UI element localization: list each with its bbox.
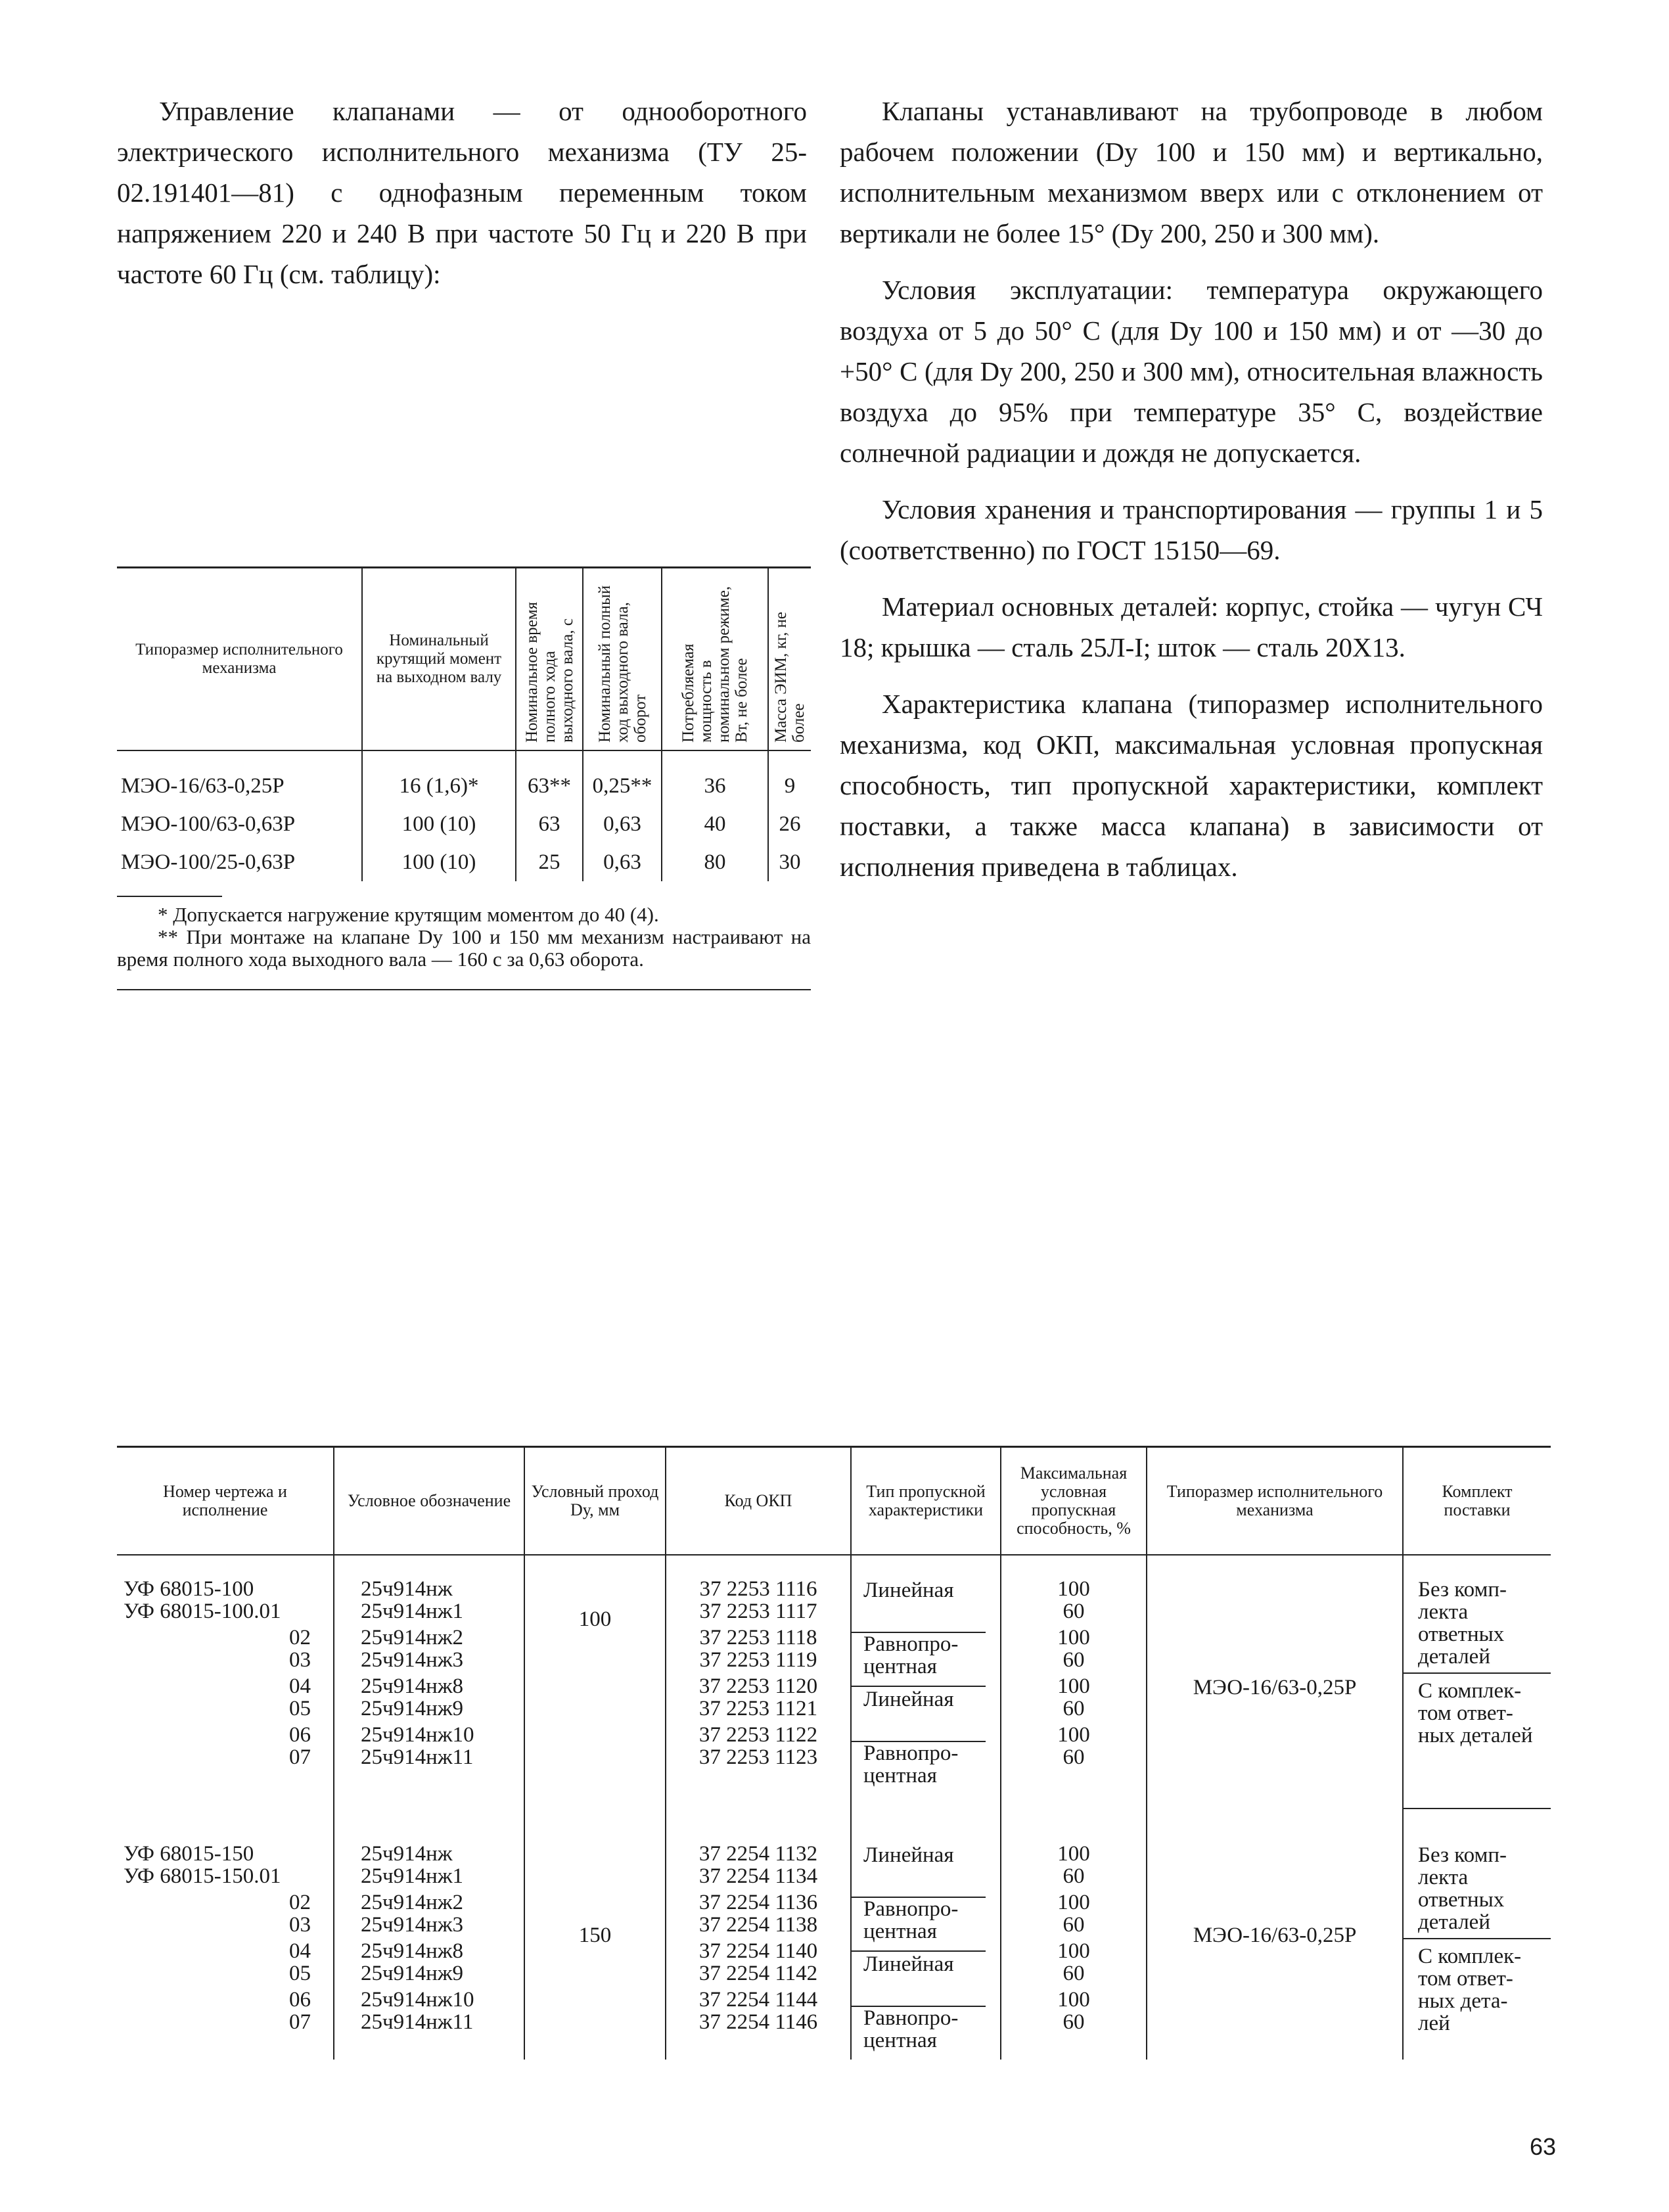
designation: 25ч914нж2 [361, 1891, 464, 1914]
designation: 25ч914нж3 [361, 1913, 464, 1937]
valve-header-capacity: Максимальная условная пропускная способность, % [1001, 1447, 1147, 1555]
capacity-value: 100 [1057, 1891, 1090, 1914]
separator-cell [666, 1795, 851, 1809]
capacity-value: 100 [1057, 1939, 1090, 1963]
okp-code: 37 2254 1146 [698, 2010, 818, 2034]
drawing-number: 05 [289, 1962, 311, 1985]
motor-cell: 0,63 [583, 843, 662, 881]
delivery-kit-line: деталей [1418, 1645, 1490, 1669]
nominal-diameter: 150 [578, 1924, 612, 1947]
motor-header-torque: Номинальный крутящий момент на выходном валу [362, 568, 516, 751]
characteristics-paragraph: Характеристика клапана (типоразмер исполнительного механизма, код ОКП, максимальная условная пропускная способность, тип пропускной характеристики, комплект поставки, а также масса клапана) в зависимости от исполнения приведена в таблицах. [840, 689, 1543, 882]
motor-row [117, 750, 811, 805]
separator-cell [117, 1795, 334, 1809]
delivery-kit-line: лекта [1418, 1600, 1469, 1624]
designation: 25ч914нж10 [361, 1723, 474, 1747]
valve-header-number: Номер чертежа и исполнение [117, 1447, 334, 1555]
motor-header-power: Потребляемая мощность в номинальном режиме, Вт, не более [662, 568, 768, 751]
delivery-kit-line: том ответ- [1418, 1701, 1513, 1725]
capacity-value: 60 [1063, 1648, 1085, 1672]
okp-code: 37 2253 1117 [699, 1600, 817, 1623]
motor-cell: МЭО-16/63-0,25Р [121, 774, 285, 798]
footnote-rule [117, 896, 222, 897]
drawing-number: 03 [289, 1648, 311, 1672]
valve-mechanism-cell [1147, 1809, 1403, 2060]
materials-paragraph: Материал основных деталей: корпус, стойка — чугун СЧ 18; крышка — сталь 25Л-I; шток — сталь 20Х13. [840, 591, 1543, 662]
okp-code: 37 2254 1138 [698, 1913, 818, 1937]
valve-header-designation: Условное обозначение [334, 1447, 524, 1555]
flow-characteristic [852, 2006, 986, 2060]
page-number: 63 [1530, 2133, 1557, 2160]
designation: 25ч914нж8 [361, 1674, 464, 1698]
motor-header-time: Номинальное время полного хода выходного вала, с [516, 568, 583, 751]
motor-cell: 30 [768, 843, 811, 881]
designation: 25ч914нж3 [361, 1648, 464, 1672]
valve-kit-cell [1403, 1555, 1551, 1795]
okp-code: 37 2254 1134 [698, 1864, 818, 1888]
capacity-value: 60 [1063, 1913, 1085, 1937]
delivery-kit-line: лей [1418, 2012, 1450, 2035]
motor-cell: 0,63 [583, 805, 662, 843]
drawing-number: 06 [289, 1988, 311, 2012]
motor-cell: 100 (10) [362, 805, 516, 843]
flow-characteristic-line: Линейная [863, 1843, 954, 1867]
footnote-2: ** При монтаже на клапане Dу 100 и 150 мм механизм настраивают на время полного хода выходного вала — 160 с за 0,63 оборота. [117, 925, 811, 971]
flow-characteristic-line: центная [863, 1920, 937, 1943]
valve-mechanism-cell [1147, 1555, 1403, 1795]
okp-code: 37 2253 1120 [698, 1674, 818, 1698]
okp-code: 37 2254 1132 [698, 1842, 818, 1866]
capacity-value: 100 [1057, 1842, 1090, 1866]
delivery-kit-line: ных деталей [1418, 1724, 1533, 1747]
flow-characteristic-line: Линейная [863, 1688, 954, 1711]
mechanism-type: МЭО-16/63-0,25Р [1193, 1924, 1357, 1947]
valve-okp-cell [666, 1555, 851, 1795]
motor-cell: 16 (1,6)* [362, 750, 516, 805]
footnote-1: * Допускается нагружение крутящим моментом до 40 (4). [158, 903, 659, 926]
valve-number-cell [117, 1555, 334, 1795]
motor-row [117, 805, 811, 843]
motor-cell: 26 [768, 805, 811, 843]
delivery-kit-line: Без комп- [1418, 1843, 1507, 1867]
designation: 25ч914нж8 [361, 1939, 464, 1963]
okp-code: 37 2254 1140 [698, 1939, 818, 1963]
operating-conditions-paragraph: Условия эксплуатации: температура окружающего воздуха от 5 до 50° С (для Dу 100 и 150 мм) и от —30 до +50° С (для Dу 200, 250 и 300 мм), относительная влажность воздуха до 95% при температуре 35° С, воздействие солнечной радиации и дождя не допускается. [840, 275, 1543, 468]
capacity-value: 100 [1057, 1988, 1090, 2012]
capacity-value: 100 [1057, 1577, 1090, 1601]
separator-cell [524, 1795, 666, 1809]
valve-type-cell [851, 1555, 1001, 1795]
valve-header-mechanism: Типоразмер исполнительного механизма [1147, 1447, 1403, 1555]
motor-row [117, 843, 811, 881]
valve-type-cell [851, 1809, 1001, 2060]
motor-cell: 63 [516, 805, 583, 843]
flow-characteristic [852, 1578, 1000, 1632]
valve-capacity-cell [1001, 1555, 1147, 1795]
okp-code: 37 2253 1116 [699, 1577, 817, 1601]
valve-group-row [117, 1555, 1551, 1795]
motor-cell: МЭО-100/63-0,63Р [121, 812, 296, 836]
separator-cell [1403, 1795, 1551, 1809]
drawing-number: 04 [289, 1674, 311, 1698]
motor-header-stroke: Номинальный полный ход выходного вала, оборот [583, 568, 662, 751]
valve-designation-cell [334, 1809, 524, 2060]
valve-table-block [117, 1446, 1551, 2060]
delivery-kit-line: С комплек- [1418, 1679, 1522, 1703]
drawing-number: 05 [289, 1697, 311, 1720]
valve-dn-cell [524, 1809, 666, 2060]
capacity-value: 60 [1063, 1962, 1085, 1985]
mechanism-type: МЭО-16/63-0,25Р [1193, 1676, 1357, 1699]
valve-group-row [117, 1809, 1551, 2060]
drawing-number: 03 [289, 1913, 311, 1937]
okp-code: 37 2254 1144 [698, 1988, 818, 2012]
drawing-number: УФ 68015-150 [124, 1842, 254, 1866]
delivery-kit [1404, 1672, 1551, 1746]
capacity-value: 60 [1063, 1864, 1085, 1888]
flow-characteristic-line: Равнопро- [863, 1897, 959, 1921]
motor-header-type: Типоразмер исполнительного механизма [117, 568, 362, 751]
motor-cell: 0,25** [583, 750, 662, 805]
flow-characteristic [852, 1741, 986, 1795]
motor-header-mass: Масса ЭИМ, кг, не более [768, 568, 811, 751]
flow-characteristic [852, 1897, 986, 1950]
table-end-rule [117, 989, 811, 990]
flow-characteristic-line: Линейная [863, 1952, 954, 1976]
motor-table-header [117, 568, 811, 751]
motor-cell: 63** [516, 750, 583, 805]
valve-table-header [117, 1447, 1551, 1555]
flow-characteristic-line: Линейная [863, 1578, 954, 1602]
capacity-value: 60 [1063, 2010, 1085, 2034]
capacity-value: 60 [1063, 1745, 1085, 1769]
designation: 25ч914нж [361, 1842, 453, 1866]
flow-characteristic [852, 1632, 986, 1686]
left-column [117, 91, 807, 310]
okp-code: 37 2253 1122 [698, 1723, 818, 1747]
separator-cell [1001, 1795, 1147, 1809]
designation: 25ч914нж [361, 1577, 453, 1601]
flow-characteristic [852, 1950, 986, 2006]
capacity-value: 100 [1057, 1626, 1090, 1649]
drawing-number: 07 [289, 2010, 311, 2034]
separator-cell [851, 1795, 1001, 1809]
flow-characteristic-line: центная [863, 2029, 937, 2052]
delivery-kit-line: ных дета- [1418, 1989, 1508, 2013]
installation-paragraph: Клапаны устанавливают на трубопроводе в любом рабочем положении (Dу 100 и 150 мм) и вертикально, исполнительным механизмом вверх или с отклонением от вертикали не более 15° (Dу 200, 250 и 300 мм). [840, 96, 1543, 248]
capacity-value: 100 [1057, 1674, 1090, 1698]
right-column [840, 91, 1543, 903]
motor-cell: 36 [662, 750, 768, 805]
delivery-kit-line: С комплек- [1418, 1945, 1522, 1968]
capacity-value: 60 [1063, 1600, 1085, 1623]
capacity-value: 60 [1063, 1697, 1085, 1720]
drawing-number: 02 [289, 1626, 311, 1649]
valve-table [117, 1446, 1551, 2060]
valve-header-type: Тип пропускной характеристики [851, 1447, 1001, 1555]
okp-code: 37 2254 1142 [698, 1962, 818, 1985]
valve-header-kit: Комплект поставки [1403, 1447, 1551, 1555]
valve-designation-cell [334, 1555, 524, 1795]
drawing-number: 02 [289, 1891, 311, 1914]
valve-dn-cell [524, 1555, 666, 1795]
motor-cell: 100 (10) [362, 843, 516, 881]
flow-characteristic-line: центная [863, 1655, 937, 1678]
motor-cell: 40 [662, 805, 768, 843]
delivery-kit-line: том ответ- [1418, 1967, 1513, 1991]
designation: 25ч914нж11 [361, 1745, 474, 1769]
storage-conditions-paragraph: Условия хранения и транспортирования — группы 1 и 5 (соответственно) по ГОСТ 15150—69. [840, 494, 1543, 565]
okp-code: 37 2253 1119 [699, 1648, 817, 1672]
designation: 25ч914нж2 [361, 1626, 464, 1649]
okp-code: 37 2254 1136 [698, 1891, 818, 1914]
drawing-number: УФ 68015-150.01 [124, 1864, 281, 1888]
delivery-kit-line: лекта [1418, 1866, 1469, 1889]
drawing-number: 06 [289, 1723, 311, 1747]
valve-okp-cell [666, 1809, 851, 2060]
group-separator [117, 1795, 1551, 1809]
motor-table [117, 566, 811, 881]
control-paragraph: Управление клапанами — от однооборотного электрического исполнительного механизма (ТУ 25-02.191401—81) с однофазным переменным током напряжением 220 и 240 В при частоте 50 Гц и 220 В при частоте 60 Гц (см. таблицу): [117, 96, 807, 289]
okp-code: 37 2253 1123 [698, 1745, 818, 1769]
flow-characteristic-line: Равнопро- [863, 2006, 959, 2030]
flow-characteristic [852, 1686, 986, 1741]
flow-characteristic [852, 1843, 1000, 1897]
okp-code: 37 2253 1121 [698, 1697, 818, 1720]
motor-cell: 80 [662, 843, 768, 881]
separator-cell [334, 1795, 524, 1809]
valve-kit-cell [1403, 1809, 1551, 2060]
nominal-diameter: 100 [578, 1607, 612, 1631]
flow-characteristic-line: Равнопро- [863, 1741, 959, 1765]
separator-cell [1147, 1795, 1403, 1809]
drawing-number: 04 [289, 1939, 311, 1963]
delivery-kit [1404, 1843, 1551, 1933]
okp-code: 37 2253 1118 [699, 1626, 817, 1649]
designation: 25ч914нж9 [361, 1697, 464, 1720]
drawing-number: УФ 68015-100 [124, 1577, 254, 1601]
delivery-kit-line: ответных [1418, 1888, 1505, 1912]
valve-header-dn: Условный проход Dу, мм [524, 1447, 666, 1555]
drawing-number: 07 [289, 1745, 311, 1769]
designation: 25ч914нж9 [361, 1962, 464, 1985]
valve-header-okp: Код ОКП [666, 1447, 851, 1555]
delivery-kit-line: деталей [1418, 1910, 1490, 1934]
flow-characteristic-line: Равнопро- [863, 1632, 959, 1656]
valve-number-cell [117, 1809, 334, 2060]
delivery-kit [1404, 1578, 1551, 1667]
delivery-kit [1404, 1938, 1551, 2034]
capacity-value: 100 [1057, 1723, 1090, 1747]
delivery-kit-line: Без комп- [1418, 1578, 1507, 1601]
motor-cell: 25 [516, 843, 583, 881]
flow-characteristic-line: центная [863, 1764, 937, 1787]
motor-cell: 9 [768, 750, 811, 805]
designation: 25ч914нж11 [361, 2010, 474, 2034]
delivery-kit-line: ответных [1418, 1623, 1505, 1646]
designation: 25ч914нж10 [361, 1988, 474, 2012]
drawing-number: УФ 68015-100.01 [124, 1600, 281, 1623]
valve-capacity-cell [1001, 1809, 1147, 2060]
designation: 25ч914нж1 [361, 1600, 464, 1623]
designation: 25ч914нж1 [361, 1864, 464, 1888]
motor-table-block [117, 566, 811, 990]
motor-cell: МЭО-100/25-0,63Р [121, 850, 296, 874]
